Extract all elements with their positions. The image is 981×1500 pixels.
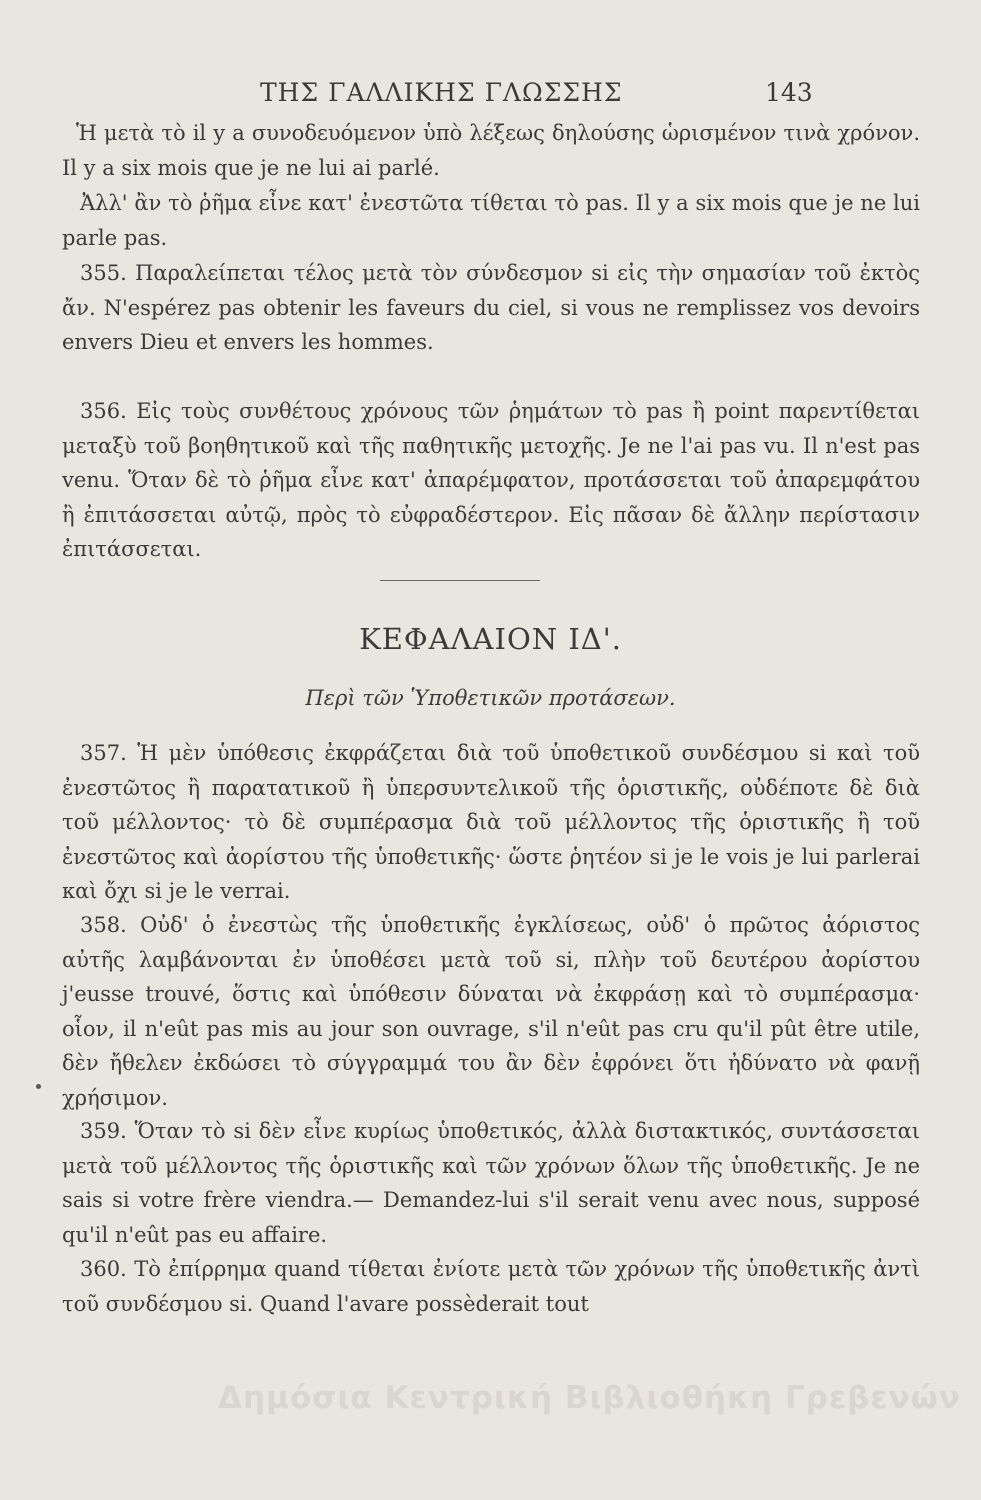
margin-mark (36, 1084, 41, 1089)
paragraph-357: 357. Ἡ μὲν ὑπόθεσις ἐκφράζεται διὰ τοῦ ὑποθετικοῦ συνδέσμου si καὶ τοῦ ἐνεστῶτος ἢ παρατατικοῦ ἢ ὑπερσυντελικοῦ τῆς ὁριστικῆς, οὐδέποτε δὲ διὰ τοῦ μέλλοντος· τὸ δὲ συμπέρασμα διὰ τοῦ μέλλοντος τῆς ὁριστικῆς ἢ τοῦ ἐνεστῶτος καὶ ἀορίστου τῆς ὑποθετικῆς· ὥστε ῥητέον si je le vois je lui parlerai καὶ ὄχι si je le verrai. (62, 741, 920, 904)
page-number: 143 (765, 78, 813, 107)
chapter-title: ΚΕΦΑΛΑΙΟΝ ΙΔ'. (359, 622, 622, 656)
paragraph-358: 358. Οὐδ' ὁ ἐνεστὼς τῆς ὑποθετικῆς ἐγκλίσεως, οὐδ' ὁ πρῶτος ἀόριστος αὐτῆς λαμβάνονται ἐν ὑποθέσει μετὰ τοῦ si, πλὴν τοῦ δευτέρου ἀορίστου j'eusse trouvé, ὅστις καὶ ὑπόθεσιν δύναται νὰ ἐκφράσῃ καὶ τὸ συμπέρασμα· οἷον, il n'eût pas mis au jour son ouvrage, s'il n'eût pas cru qu'il pût être utile, δὲν ἤθελεν ἐκδώσει τὸ σύγγραμμά του ἂν δὲν ἐφρόνει ὅτι ἠδύνατο νὰ φανῇ χρήσιμον. (62, 913, 920, 1110)
paragraph-pas: Ἀλλ' ἂν τὸ ῥῆμα εἶνε κατ' ἐνεστῶτα τίθεται τὸ pas. Il y a six mois que je ne lui parle pas. (62, 191, 920, 250)
paragraph-359: 359. Ὅταν τὸ si δὲν εἶνε κυρίως ὑποθετικός, ἀλλὰ διστακτικός, συντάσσεται μετὰ τοῦ μέλλοντος τῆς ὁριστικῆς καὶ τῶν χρόνων ὅλων τῆς ὑποθετικῆς. Je ne sais si votre frère viendra.— Demandez-lui s'il serait venu avec nous, supposé qu'il n'eût pas eu affaire. (62, 1119, 920, 1247)
paragraph-intro: Ἡ μετὰ τὸ il y a συνοδευόμενον ὑπὸ λέξεως δηλούσης ὡρισμένον τινὰ χρόνον. Il y a six mois que je ne lui ai parlé. (62, 121, 920, 180)
paragraph-360: 360. Τὸ ἐπίρρημα quand τίθεται ἐνίοτε μετὰ τῶν χρόνων τῆς ὑποθετικῆς ἀντὶ τοῦ συνδέσμου si. Quand l'avare possèderait tout (62, 1257, 920, 1316)
section-divider (380, 580, 540, 581)
chapter-subtitle: Περὶ τῶν Ὑποθετικῶν προτάσεων. (305, 686, 676, 710)
page-header (0, 74, 981, 110)
paragraph-355: 355. Παραλείπεται τέλος μετὰ τὸν σύνδεσμον si εἰς τὴν σημασίαν τοῦ ἐκτὸς ἄν. N'espérez pas obtenir les faveurs du ciel, si vous ne remplissez vos devoirs envers Dieu et envers les hommes. (62, 261, 920, 355)
running-head: ΤΗΣ ΓΑΛΛΙΚΗΣ ΓΛΩΣΣΗΣ (260, 78, 623, 107)
library-watermark: Δημόσια Κεντρική Βιβλιοθήκη Γρεβενών (218, 1380, 961, 1416)
paragraph-356: 356. Εἰς τοὺς συνθέτους χρόνους τῶν ῥημάτων τὸ pas ἢ point παρεντίθεται μεταξὺ τοῦ βοηθητικοῦ καὶ τῆς παθητικῆς μετοχῆς. Je ne l'ai pas vu. Il n'est pas venu. Ὅταν δὲ τὸ ῥῆμα εἶνε κατ' ἀπαρέμφατον, προτάσσεται τοῦ ἀπαρεμφάτου ἢ ἐπιτάσσεται αὐτῷ, πρὸς τὸ εὐφραδέστερον. Εἰς πᾶσαν δὲ ἄλλην περίστασιν ἐπιτάσσεται. (62, 399, 920, 562)
